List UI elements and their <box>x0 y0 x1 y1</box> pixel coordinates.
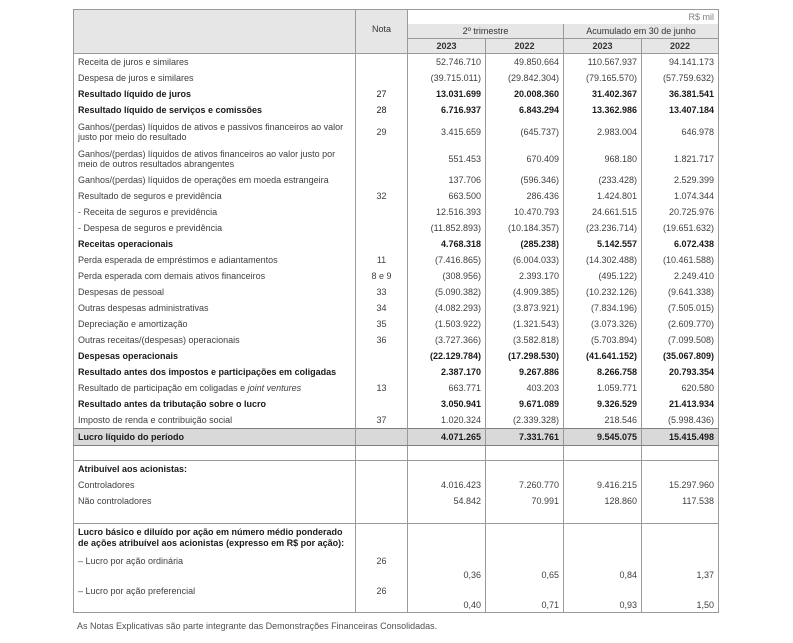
row-label: Outras despesas administrativas <box>74 300 356 316</box>
row-value: (3.073.326) <box>564 316 642 332</box>
row-value: 7.260.770 <box>486 477 564 493</box>
section-header-row <box>74 524 719 553</box>
row-value: 70.991 <box>486 493 564 509</box>
row-value: (17.298.530) <box>486 348 564 364</box>
row-label: Despesas operacionais <box>74 348 356 364</box>
row-value: (9.641.338) <box>642 284 719 300</box>
nota-header: Nota <box>356 24 408 54</box>
row-value: (308.956) <box>408 268 486 284</box>
row-note: 26 <box>356 552 408 582</box>
row-value: 0,40 <box>408 582 486 613</box>
table-row <box>74 412 719 429</box>
row-value: (22.129.784) <box>408 348 486 364</box>
row-value: 110.567.937 <box>564 54 642 71</box>
row-note: 37 <box>356 412 408 429</box>
eps-title: Lucro básico e diluído por ação em número médio ponderado de ações atribuível aos acionistas (expresso em R$ por ação): <box>74 524 356 553</box>
year-header: 2022 <box>486 39 564 54</box>
row-note <box>356 220 408 236</box>
row-note: 13 <box>356 380 408 396</box>
row-value: 9.671.089 <box>486 396 564 412</box>
row-note: 34 <box>356 300 408 316</box>
row-note: 26 <box>356 582 408 613</box>
table-row <box>74 70 719 86</box>
table-row <box>74 236 719 252</box>
row-value: 620.580 <box>642 380 719 396</box>
row-value: (285.238) <box>486 236 564 252</box>
spacer-row <box>74 509 719 524</box>
row-label: Imposto de renda e contribuição social <box>74 412 356 429</box>
row-note: 33 <box>356 284 408 300</box>
row-value: (14.302.488) <box>564 252 642 268</box>
row-value: 1,50 <box>642 582 719 613</box>
currency-label: R$ mil <box>408 10 719 25</box>
row-value: 0,65 <box>486 552 564 582</box>
row-value: 1.020.324 <box>408 412 486 429</box>
row-value: 54.842 <box>408 493 486 509</box>
row-value: 0,36 <box>408 552 486 582</box>
row-note <box>356 70 408 86</box>
row-value: (596.346) <box>486 172 564 188</box>
spacer-row <box>74 446 719 461</box>
row-value: 2.387.170 <box>408 364 486 380</box>
row-value: 52.746.710 <box>408 54 486 71</box>
row-label: Resultado antes dos impostos e participações em coligadas <box>74 364 356 380</box>
ytd-group-header: Acumulado em 30 de junho <box>564 24 719 39</box>
row-value: (3.582.818) <box>486 332 564 348</box>
row-value: 0,84 <box>564 552 642 582</box>
row-value: 218.546 <box>564 412 642 429</box>
row-note <box>356 364 408 380</box>
table-row <box>74 380 719 396</box>
row-value: 646.978 <box>642 118 719 145</box>
row-label-main: Resultado de participação em coligadas e <box>78 383 248 393</box>
table-row <box>74 54 719 71</box>
row-label: Perda esperada com demais ativos financeiros <box>74 268 356 284</box>
row-value: 0,71 <box>486 582 564 613</box>
row-value: 0,93 <box>564 582 642 613</box>
row-label: Ganhos/(perdas) líquidos de operações em moeda estrangeira <box>74 172 356 188</box>
row-label: Resultado antes da tributação sobre o lucro <box>74 396 356 412</box>
row-value: (3.873.921) <box>486 300 564 316</box>
row-note: 36 <box>356 332 408 348</box>
row-value: 5.142.557 <box>564 236 642 252</box>
row-value: 2.983.004 <box>564 118 642 145</box>
row-value: 1.074.344 <box>642 188 719 204</box>
row-note <box>356 429 408 446</box>
row-label: Despesas de pessoal <box>74 284 356 300</box>
row-value: (5.090.382) <box>408 284 486 300</box>
row-note <box>356 396 408 412</box>
row-value: (1.321.543) <box>486 316 564 332</box>
row-value: (41.641.152) <box>564 348 642 364</box>
table-row <box>74 332 719 348</box>
row-value: 6.716.937 <box>408 102 486 118</box>
row-value: 15.415.498 <box>642 429 719 446</box>
row-value: (495.122) <box>564 268 642 284</box>
table-row <box>74 188 719 204</box>
table-row <box>74 172 719 188</box>
row-value: 551.453 <box>408 145 486 172</box>
table-row <box>74 477 719 493</box>
row-value: 13.407.184 <box>642 102 719 118</box>
table-row <box>74 582 719 613</box>
row-label: Resultado de seguros e previdência <box>74 188 356 204</box>
table-row <box>74 300 719 316</box>
row-value: 2.393.170 <box>486 268 564 284</box>
table-row <box>74 145 719 172</box>
row-value: 2.529.399 <box>642 172 719 188</box>
row-label-italic: joint ventures <box>247 383 302 393</box>
row-label: Depreciação e amortização <box>74 316 356 332</box>
row-note: 35 <box>356 316 408 332</box>
row-label: - Despesa de seguros e previdência <box>74 220 356 236</box>
row-value: 968.180 <box>564 145 642 172</box>
row-value: 137.706 <box>408 172 486 188</box>
section-header-row <box>74 461 719 478</box>
table-row <box>74 252 719 268</box>
row-value: 2.249.410 <box>642 268 719 284</box>
row-value: 20.008.360 <box>486 86 564 102</box>
row-value: 13.362.986 <box>564 102 642 118</box>
row-note: 27 <box>356 86 408 102</box>
row-note: 11 <box>356 252 408 268</box>
row-value: (39.715.011) <box>408 70 486 86</box>
row-note: 8 e 9 <box>356 268 408 284</box>
row-value: 20.725.976 <box>642 204 719 220</box>
row-note <box>356 236 408 252</box>
year-header: 2023 <box>408 39 486 54</box>
row-value: 21.413.934 <box>642 396 719 412</box>
row-value: 403.203 <box>486 380 564 396</box>
row-value: 24.661.515 <box>564 204 642 220</box>
row-value: 663.771 <box>408 380 486 396</box>
quarter-group-header: 2º trimestre <box>408 24 564 39</box>
row-label: – Lucro por ação ordinária <box>74 552 356 582</box>
row-value: 4.071.265 <box>408 429 486 446</box>
row-label: Perda esperada de empréstimos e adiantamentos <box>74 252 356 268</box>
row-value: 1.059.771 <box>564 380 642 396</box>
row-value: 31.402.367 <box>564 86 642 102</box>
row-value: 9.267.886 <box>486 364 564 380</box>
income-statement-table <box>73 9 719 613</box>
row-value: (11.852.893) <box>408 220 486 236</box>
row-value: 94.141.173 <box>642 54 719 71</box>
row-note: 29 <box>356 118 408 145</box>
row-value: 1.821.717 <box>642 145 719 172</box>
year-header: 2023 <box>564 39 642 54</box>
table-row <box>74 552 719 582</box>
table-row <box>74 118 719 145</box>
row-value: 670.409 <box>486 145 564 172</box>
row-value: 8.266.758 <box>564 364 642 380</box>
row-value: 286.436 <box>486 188 564 204</box>
row-value: (7.416.865) <box>408 252 486 268</box>
row-value: 3.050.941 <box>408 396 486 412</box>
row-note <box>356 348 408 364</box>
row-value: 13.031.699 <box>408 86 486 102</box>
row-value: 20.793.354 <box>642 364 719 380</box>
row-value: (4.909.385) <box>486 284 564 300</box>
row-label <box>74 380 356 396</box>
row-label: Lucro líquido do período <box>74 429 356 446</box>
row-value: 4.016.423 <box>408 477 486 493</box>
row-label: Despesa de juros e similares <box>74 70 356 86</box>
row-label: Ganhos/(perdas) líquidos de ativos financeiros ao valor justo por meio de outros resultados abrangentes <box>74 145 356 172</box>
row-value: (10.184.357) <box>486 220 564 236</box>
row-value: 663.500 <box>408 188 486 204</box>
row-value: (233.428) <box>564 172 642 188</box>
net-income-row <box>74 429 719 446</box>
row-label: - Receita de seguros e previdência <box>74 204 356 220</box>
row-note <box>356 204 408 220</box>
table-row <box>74 220 719 236</box>
row-value: 1,37 <box>642 552 719 582</box>
year-header: 2022 <box>642 39 719 54</box>
table-row <box>74 268 719 284</box>
row-label: Outras receitas/(despesas) operacionais <box>74 332 356 348</box>
row-value: 9.545.075 <box>564 429 642 446</box>
row-value: (23.236.714) <box>564 220 642 236</box>
row-label: Controladores <box>74 477 356 493</box>
row-note: 28 <box>356 102 408 118</box>
row-label: Ganhos/(perdas) líquidos de ativos e passivos financeiros ao valor justo por meio do resultado <box>74 118 356 145</box>
row-label: Receita de juros e similares <box>74 54 356 71</box>
row-value: 10.470.793 <box>486 204 564 220</box>
row-note <box>356 172 408 188</box>
table-row <box>74 204 719 220</box>
row-value: 1.424.801 <box>564 188 642 204</box>
row-value: (5.998.436) <box>642 412 719 429</box>
footnote: As Notas Explicativas são parte integrante das Demonstrações Financeiras Consolidadas. <box>77 621 438 631</box>
table-row <box>74 284 719 300</box>
table-row <box>74 493 719 509</box>
row-value: (1.503.922) <box>408 316 486 332</box>
row-value: (7.505.015) <box>642 300 719 316</box>
row-value: (7.834.196) <box>564 300 642 316</box>
row-value: 4.768.318 <box>408 236 486 252</box>
row-value: (57.759.632) <box>642 70 719 86</box>
row-value: (29.842.304) <box>486 70 564 86</box>
row-value: 117.538 <box>642 493 719 509</box>
row-value: (7.099.508) <box>642 332 719 348</box>
table-row <box>74 86 719 102</box>
row-note <box>356 54 408 71</box>
table-row <box>74 316 719 332</box>
row-value: (10.232.126) <box>564 284 642 300</box>
table-row <box>74 348 719 364</box>
row-value: (645.737) <box>486 118 564 145</box>
row-value: (3.727.366) <box>408 332 486 348</box>
row-value: 15.297.960 <box>642 477 719 493</box>
row-label: Não controladores <box>74 493 356 509</box>
row-label: – Lucro por ação preferencial <box>74 582 356 613</box>
row-value: (19.651.632) <box>642 220 719 236</box>
attrib-title: Atribuível aos acionistas: <box>74 461 356 478</box>
row-value: 6.843.294 <box>486 102 564 118</box>
row-value: 7.331.761 <box>486 429 564 446</box>
row-value: (2.609.770) <box>642 316 719 332</box>
row-value: 9.326.529 <box>564 396 642 412</box>
row-value: (35.067.809) <box>642 348 719 364</box>
header-blank <box>356 10 408 25</box>
table-row <box>74 102 719 118</box>
row-value: 36.381.541 <box>642 86 719 102</box>
row-label: Receitas operacionais <box>74 236 356 252</box>
row-label: Resultado líquido de juros <box>74 86 356 102</box>
row-value: 49.850.664 <box>486 54 564 71</box>
row-value: 6.072.438 <box>642 236 719 252</box>
row-value: (6.004.033) <box>486 252 564 268</box>
row-value: (10.461.588) <box>642 252 719 268</box>
table-row <box>74 396 719 412</box>
row-value: (79.165.570) <box>564 70 642 86</box>
row-value: 12.516.393 <box>408 204 486 220</box>
header-blank <box>74 10 356 54</box>
table-row <box>74 364 719 380</box>
row-value: 3.415.659 <box>408 118 486 145</box>
row-value: (2.339.328) <box>486 412 564 429</box>
row-value: 128.860 <box>564 493 642 509</box>
row-label: Resultado líquido de serviços e comissões <box>74 102 356 118</box>
row-note: 32 <box>356 188 408 204</box>
row-note <box>356 145 408 172</box>
row-value: (4.082.293) <box>408 300 486 316</box>
row-value: 9.416.215 <box>564 477 642 493</box>
row-value: (5.703.894) <box>564 332 642 348</box>
